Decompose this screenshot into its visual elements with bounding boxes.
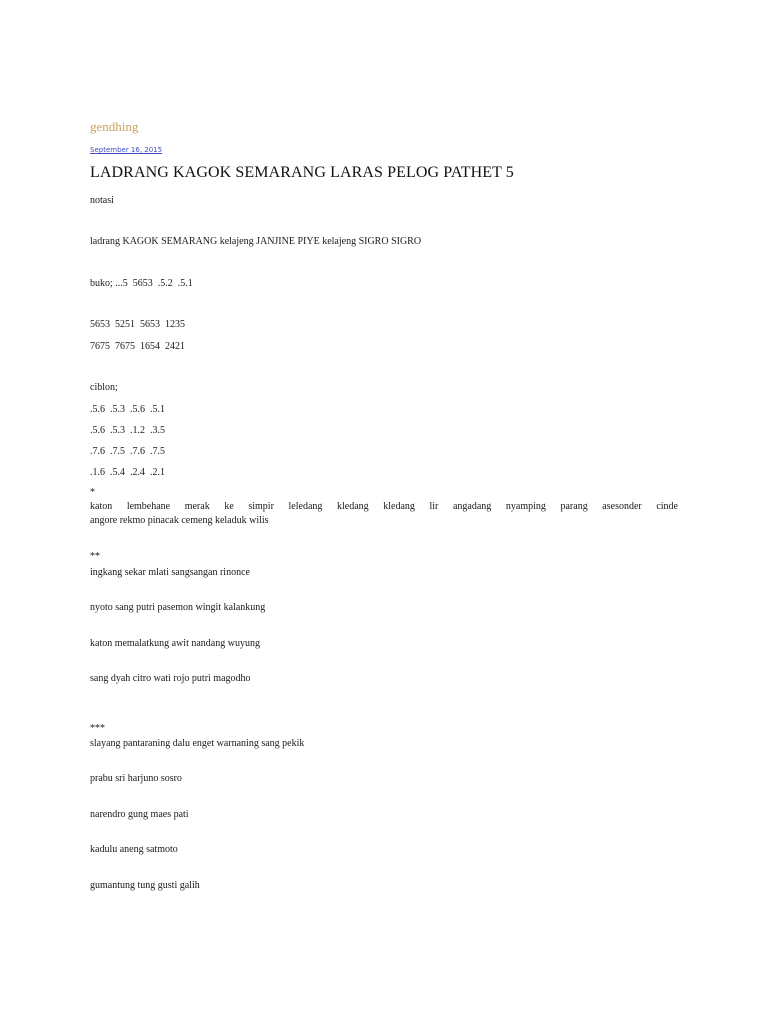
verse1-word: simpir [248,501,274,512]
verse1-paragraph [90,500,678,528]
post-date-link[interactable]: September 16, 2015 [90,146,163,154]
verse-line: sang dyah citro wati rojo putri magodho [90,673,251,684]
verse1-word: lir [429,501,439,512]
verse-line: prabu sri harjuno sosro [90,773,182,784]
verse1-word: merak [184,501,210,512]
verse-line: katon memalatkung awit nandang wuyung [90,638,260,649]
verse1-word: katon [90,501,113,512]
verse1-word: lembehane [126,501,171,512]
verse-marker: ** [90,551,100,562]
verse1-word: ke [224,501,234,512]
verse1-word: asesonder [602,501,642,512]
ciblon-line: .5.6 .5.3 .5.6 .5.1 [90,404,165,415]
notasi-label: notasi [90,195,114,206]
subtitle-line: ladrang KAGOK SEMARANG kelajeng JANJINE PIYE kelajeng SIGRO SIGRO [90,236,422,247]
notation-line: 7675 7675 1654 2421 [90,341,185,352]
verse-line: kadulu aneng satmoto [90,844,178,855]
verse-line: gumantung tung gusti galih [90,880,200,891]
verse1-word: angadang [452,501,492,512]
verse-marker: *** [90,723,105,734]
verse1-word: kledang [383,501,415,512]
category-link[interactable]: gendhing [90,119,139,134]
verse1-word: parang [560,501,588,512]
page-title: LADRANG KAGOK SEMARANG LARAS PELOG PATHET 5 [90,164,514,181]
verse1-line2: angore rekmo pinacak cemeng keladuk wilis [90,515,269,526]
verse1-word: nyamping [505,501,546,512]
verse1-line1 [90,500,678,514]
verse-line: nyoto sang putri pasemon wingit kalankung [90,602,266,613]
verse1-word: leledang [288,501,323,512]
ciblon-line: .1.6 .5.4 .2.4 .2.1 [90,467,165,478]
verse-line: narendro gung maes pati [90,809,189,820]
ciblon-line: .5.6 .5.3 .1.2 .3.5 [90,425,165,436]
verse1-word: cinde [656,501,678,512]
verse1-word: kledang [336,501,369,512]
verse-marker: * [90,487,95,498]
buko-line: buko; ...5 5653 .5.2 .5.1 [90,278,193,289]
ciblon-line: .7.6 .7.5 .7.6 .7.5 [90,446,165,457]
verse-line: ingkang sekar mlati sangsangan rinonce [90,567,250,578]
ciblon-label: ciblon; [90,382,118,393]
notation-line: 5653 5251 5653 1235 [90,319,185,330]
verse-line: slayang pantaraning dalu enget warnaning sang pekik [90,738,305,749]
